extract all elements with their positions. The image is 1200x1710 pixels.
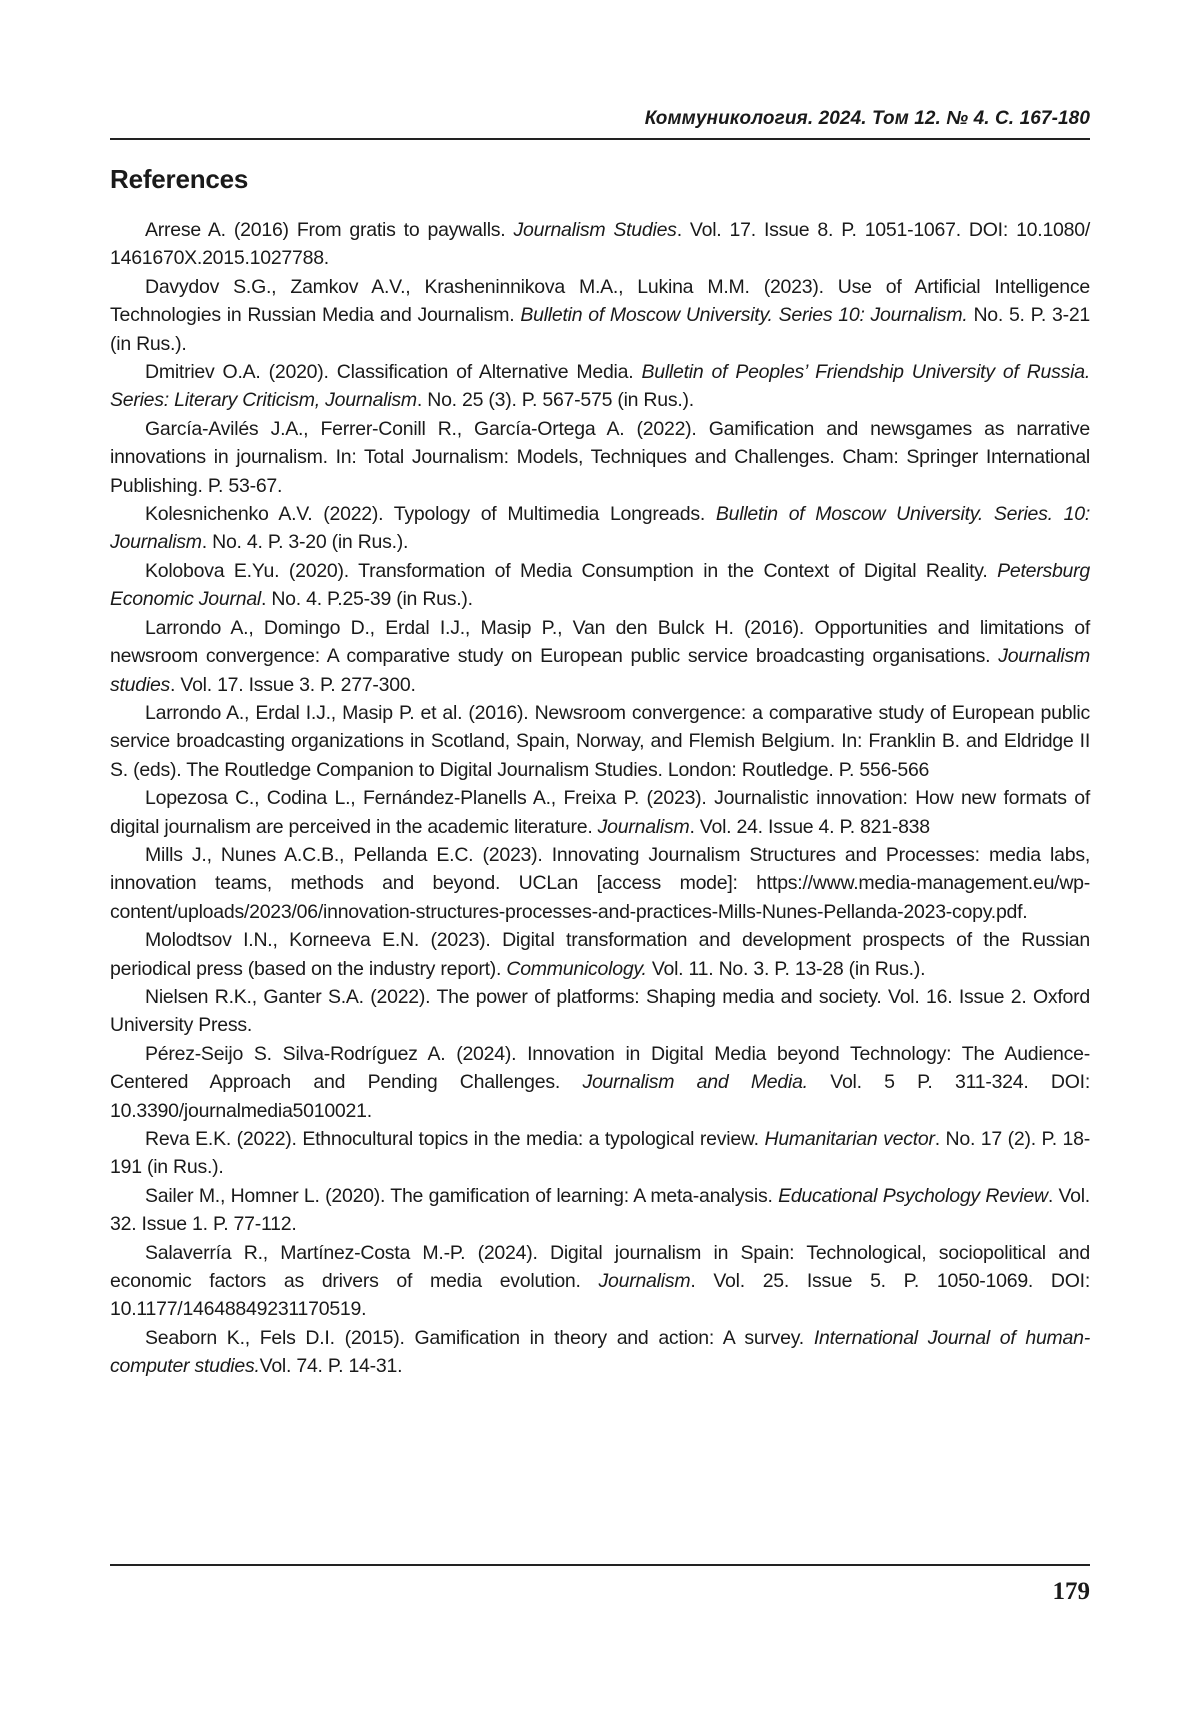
reference-text: Dmitriev O.A. (2020). Classification of Alternative Media. — [145, 361, 642, 384]
reference-source-title: International Journal of human-computer studies. — [110, 1326, 1090, 1378]
running-header: Коммуникология. 2024. Том 12. № 4. С. 167-180 — [644, 108, 1090, 129]
reference-item — [110, 500, 1090, 557]
header-divider — [110, 138, 1090, 140]
reference-item — [110, 699, 1090, 784]
reference-text: . No. 4. P.25-39 (in Rus.). — [261, 588, 473, 611]
page-number: 179 — [1052, 1578, 1090, 1605]
reference-text: . Vol. 25. Issue 5. P. 1050-1069. DOI: 10.1177/14648849231170519. — [110, 1270, 1091, 1321]
reference-item — [110, 1324, 1090, 1381]
reference-text: Vol. 74. P. 14-31. — [259, 1355, 403, 1378]
reference-text: . Vol. 17. Issue 3. P. 277-300. — [170, 673, 416, 696]
reference-item — [110, 415, 1090, 500]
reference-source-title: Humanitarian vector — [764, 1128, 935, 1150]
reference-text: No. 5. P. 3-21 (in Rus.). — [110, 304, 1091, 355]
reference-text: . No. 4. P. 3-20 (in Rus.). — [201, 531, 409, 554]
reference-item — [110, 216, 1090, 273]
reference-source-title: Journalism and Media. — [582, 1071, 808, 1094]
reference-text: Arrese A. (2016) From gratis to paywalls. — [145, 219, 514, 241]
reference-source-title: Journalism — [598, 1270, 691, 1293]
footer-divider — [110, 1564, 1090, 1566]
reference-item — [110, 358, 1090, 415]
reference-text: Sailer M., Homner L. (2020). The gamification of learning: A meta-analysis. — [145, 1184, 779, 1207]
reference-text: Larrondo A., Domingo D., Erdal I.J., Masip P., Van den Bulck H. (2016). Opportunities and limitations of newsroom convergence: A comparative study on European public service broadcasting organisations. — [110, 616, 1090, 668]
reference-item — [110, 1182, 1090, 1239]
reference-source-title: Bulletin of Moscow University. Series. 10: Journalism — [110, 503, 1090, 554]
reference-text: Nielsen R.K., Ganter S.A. (2022). The power of platforms: Shaping media and society. Vol. 16. Issue 2. Oxford University Press. — [110, 985, 1090, 1037]
reference-text: Kolobova E.Yu. (2020). Transformation of Media Consumption in the Context of Digital Reality. — [145, 559, 998, 582]
reference-item — [110, 784, 1090, 841]
reference-source-title: Educational Psychology Review — [778, 1184, 1048, 1207]
reference-text: . No. 17 (2). P. 18-191 (in Rus.). — [110, 1128, 1090, 1179]
reference-text: Seaborn K., Fels D.I. (2015). Gamification in theory and action: A survey. — [145, 1326, 814, 1349]
reference-text: Reva E.K. (2022). Ethnocultural topics in the media: a typological review. — [145, 1128, 765, 1150]
section-title: References — [110, 164, 249, 194]
reference-text: Vol. 5 P. 311-324. DOI: 10.3390/journalmedia5010021. — [110, 1071, 1091, 1122]
reference-item — [110, 1239, 1090, 1324]
reference-text: Davydov S.G., Zamkov A.V., Krasheninnikova M.A., Lukina M.M. (2023). Use of Artificial Intelligence Technologies in Russian Media and Journalism. — [110, 275, 1090, 327]
reference-text: Salaverría R., Martínez-Costa M.-P. (2024). Digital journalism in Spain: Technological, sociopolitical and economic factors as drivers of media evolution. — [110, 1241, 1090, 1293]
reference-item — [110, 983, 1090, 1040]
reference-source-title: Communicology. — [506, 957, 647, 980]
reference-item — [110, 273, 1090, 358]
reference-source-title: Petersburg Economic Journal — [110, 559, 1090, 611]
reference-text: . Vol. 17. Issue 8. P. 1051-1067. DOI: 10.1080/ 1461670X.2015.1027788. — [110, 219, 1090, 270]
reference-text: Lopezosa C., Codina L., Fernández-Planells A., Freixa P. (2023). Journalistic innovation: How new formats of digital journalism are perceived in the academic literature. — [110, 787, 1090, 838]
reference-text: Pérez-Seijo S. Silva-Rodríguez A. (2024). Innovation in Digital Media beyond Technology: The Audience-Centered Approach and Pending Challenges. — [110, 1042, 1090, 1094]
reference-text: Kolesnichenko A.V. (2022). Typology of Multimedia Longreads. — [145, 503, 716, 526]
reference-text: Vol. 11. No. 3. P. 13-28 (in Rus.). — [646, 957, 926, 980]
reference-source-title: Journalism — [597, 815, 690, 838]
reference-source-title: Bulletin of Peoples’ Friendship University of Russia. Series: Literary Criticism, Journalism — [110, 361, 1090, 412]
reference-source-title: Bulletin of Moscow University. Series 10: Journalism. — [520, 304, 968, 327]
reference-item — [110, 614, 1090, 699]
reference-source-title: Journalism studies — [110, 645, 1090, 696]
reference-item — [110, 841, 1090, 926]
reference-text: Molodtsov I.N., Korneeva E.N. (2023). Digital transformation and development prospects of the Russian periodical press (based on the industry report). — [110, 929, 1090, 980]
reference-text: . No. 25 (3). P. 567-575 (in Rus.). — [416, 389, 694, 412]
reference-item — [110, 1125, 1090, 1182]
reference-list — [110, 216, 1090, 1381]
reference-item — [110, 557, 1090, 614]
reference-item — [110, 1040, 1090, 1125]
reference-source-title: Journalism Studies — [513, 219, 677, 241]
reference-text: García-Avilés J.A., Ferrer-Conill R., García-Ortega A. (2022). Gamification and newsgames as narrative innovations in journalism. In: Total Journalism: Models, Techniques and Challenges. Cham: Springer International Publishing. P. 53-67. — [110, 417, 1090, 497]
reference-text: Mills J., Nunes A.C.B., Pellanda E.C. (2023). Innovating Journalism Structures and Processes: media labs, innovation teams, methods and beyond. UCLan [access mode]: https://www.media-management.eu/wp-content/uploads/2023/06/innovation-structures-processes-and-practices-Mills-Nunes-Pellanda-2023-copy.pdf. — [110, 843, 1090, 923]
reference-text: . Vol. 32. Issue 1. P. 77-112. — [110, 1184, 1090, 1236]
reference-item — [110, 926, 1090, 983]
reference-text: . Vol. 24. Issue 4. P. 821-838 — [689, 815, 930, 838]
reference-text: Larrondo A., Erdal I.J., Masip P. et al. (2016). Newsroom convergence: a comparative study of European public service broadcasting organizations in Scotland, Spain, Norway, and Flemish Belgium. In: Franklin B. and Eldridge II S. (eds). The Routledge Companion to Digital Journalism Studies. London: Routledge. P. 556-566 — [110, 701, 1090, 781]
